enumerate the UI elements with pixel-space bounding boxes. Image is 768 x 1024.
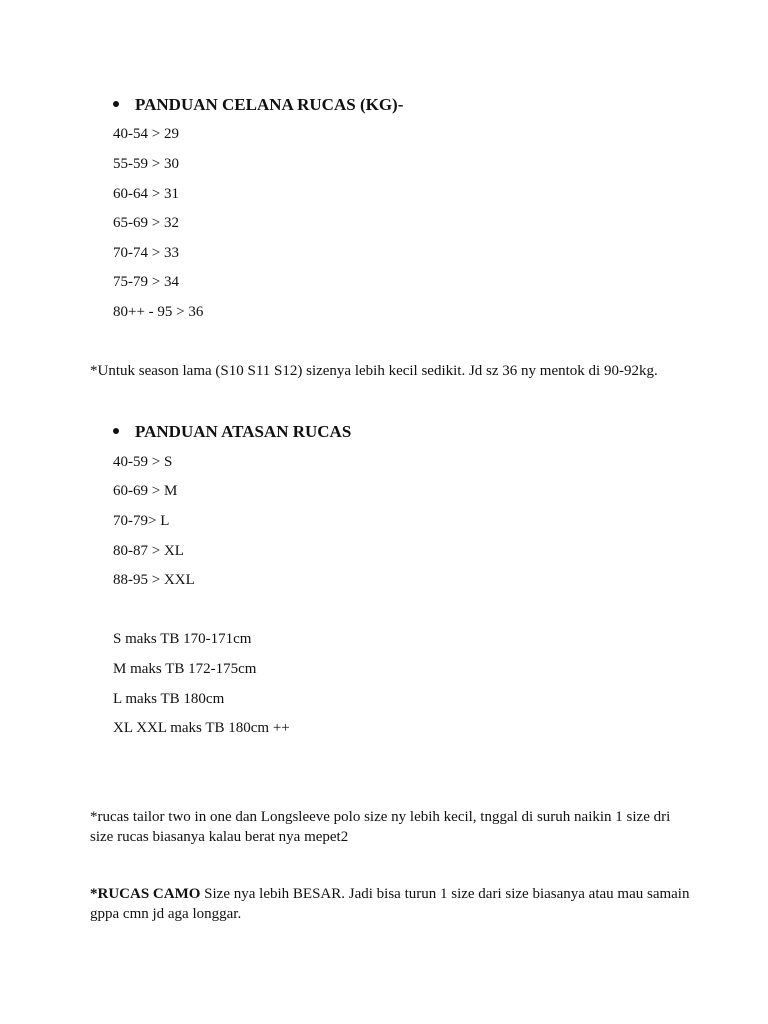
top-guide-heading: PANDUAN ATASAN RUCAS: [135, 422, 352, 441]
pants-size-row: 70-74 > 33: [113, 245, 179, 261]
pants-size-row: 40-54 > 29: [113, 126, 179, 142]
pants-size-row: 65-69 > 32: [113, 215, 179, 231]
height-limit-row: L maks TB 180cm: [113, 691, 225, 707]
height-limit-row: XL XXL maks TB 180cm ++: [113, 720, 290, 736]
pants-size-row: 55-59 > 30: [113, 156, 179, 172]
camo-note-label: *RUCAS CAMO: [90, 886, 201, 902]
tailor-note: *rucas tailor two in one dan Longsleeve polo size ny lebih kecil, tnggal di suruh naikin 1 size dri size rucas biasanya kalau berat nya mepet2: [90, 809, 671, 845]
top-size-row: 80-87 > XL: [113, 543, 184, 559]
top-size-row: 70-79> L: [113, 513, 170, 529]
height-limit-row: S maks TB 170-171cm: [113, 631, 252, 647]
pants-size-row: 75-79 > 34: [113, 274, 179, 290]
pants-size-row: 80++ - 95 > 36: [113, 304, 204, 320]
height-limit-row: M maks TB 172-175cm: [113, 661, 257, 677]
pants-size-row: 60-64 > 31: [113, 186, 179, 202]
bullet-icon: [113, 101, 119, 107]
bullet-icon: [113, 428, 119, 434]
top-size-row: 60-69 > M: [113, 483, 178, 499]
top-size-row: 88-95 > XXL: [113, 572, 195, 588]
pants-guide-heading: PANDUAN CELANA RUCAS (KG)-: [135, 95, 404, 114]
camo-note: [90, 884, 690, 924]
old-season-note: *Untuk season lama (S10 S11 S12) sizenya lebih kecil sedikit. Jd sz 36 ny mentok di 90-92kg.: [90, 363, 658, 379]
top-size-row: 40-59 > S: [113, 454, 173, 470]
camo-note-text: Size nya lebih BESAR. Jadi bisa turun 1 size dari size biasanya atau mau samain gppa cmn jd aga longgar.: [90, 886, 690, 922]
